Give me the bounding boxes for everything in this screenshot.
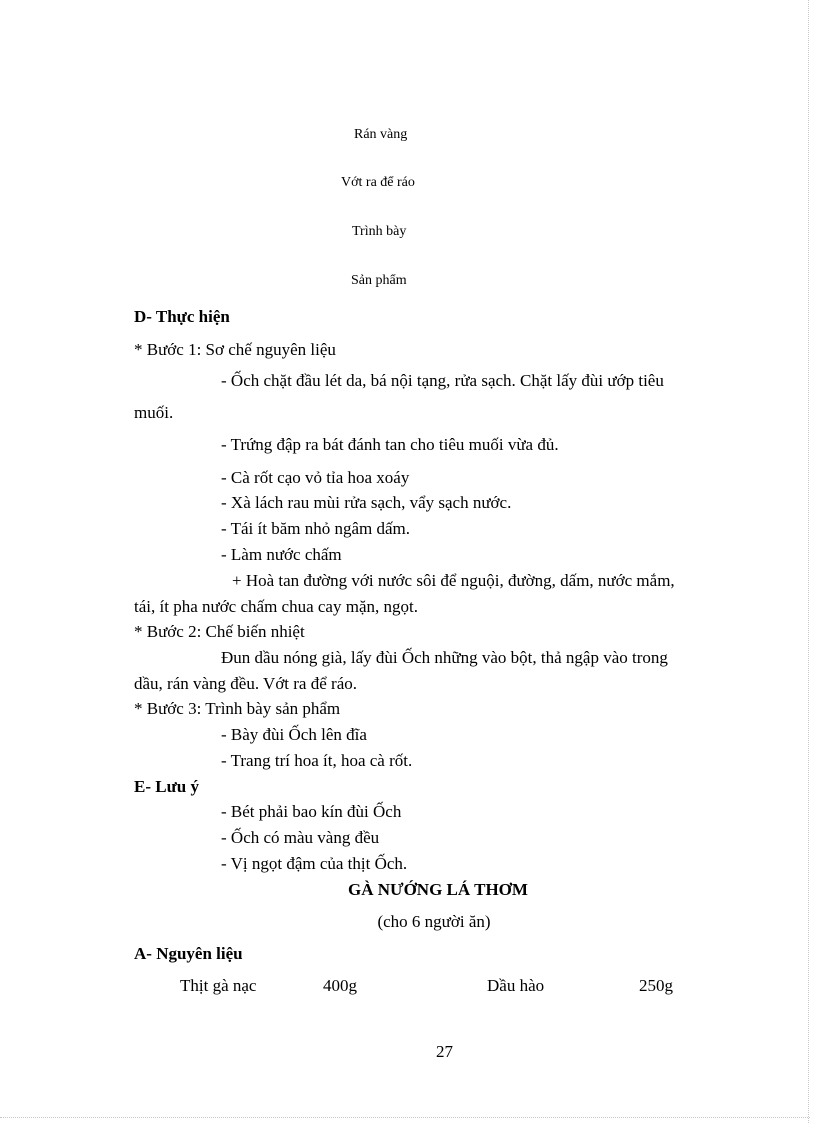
flow-step-present: Trình bày	[352, 224, 407, 239]
flow-step-product: Sản phẩm	[351, 273, 407, 288]
flow-step-drain: Vớt ra để ráo	[341, 175, 415, 190]
text-line: - Bét phải bao kín đùi Ốch	[221, 802, 402, 821]
text-line: + Hoà tan đường với nước sôi để nguội, đường, dấm, nước mắm,	[232, 571, 675, 590]
ingredients-heading: A- Nguyên liệu	[134, 944, 243, 963]
flow-step-fry: Rán vàng	[354, 127, 408, 142]
ingredient-name: Dầu hào	[487, 976, 545, 995]
page-edge-bottom	[0, 1117, 810, 1118]
text-line: - Xà lách rau mùi rửa sạch, vẩy sạch nước.	[221, 493, 512, 512]
text-line: - Trứng đập ra bát đánh tan cho tiêu muối vừa đủ.	[221, 435, 559, 454]
text-line: muối.	[134, 403, 174, 422]
text-line: - Ốch có màu vàng đều	[221, 828, 380, 847]
ingredient-qty: 400g	[323, 976, 357, 995]
section-heading: D- Thực hiện	[134, 307, 230, 326]
page-edge-right	[808, 0, 809, 1123]
section-heading: E- Lưu ý	[134, 777, 199, 796]
text-line: tái, ít pha nước chấm chua cay mặn, ngọt.	[134, 597, 418, 616]
text-line: - Bày đùi Ốch lên đĩa	[221, 725, 367, 744]
text-line: Đun dầu nóng già, lấy đùi Ốch những vào bột, thả ngập vào trong	[221, 648, 668, 667]
step-title: * Bước 1: Sơ chế nguyên liệu	[134, 340, 336, 359]
page-number: 27	[436, 1042, 453, 1061]
text-line: - Làm nước chấm	[221, 545, 342, 564]
ingredient-name: Thịt gà nạc	[180, 976, 257, 995]
text-line: - Cà rốt cạo vỏ tỉa hoa xoáy	[221, 468, 410, 487]
text-line: - Tái ít băm nhỏ ngâm dấm.	[221, 519, 411, 538]
recipe-title: GÀ NƯỚNG LÁ THƠM	[348, 880, 528, 899]
step-title: * Bước 3: Trình bày sản phẩm	[134, 699, 341, 718]
text-line: - Trang trí hoa ít, hoa cà rốt.	[221, 751, 413, 770]
step-title: * Bước 2: Chế biến nhiệt	[134, 622, 305, 641]
text-line: - Ốch chặt đầu lét da, bá nội tạng, rửa sạch. Chặt lấy đùi ướp tiêu	[221, 371, 664, 390]
ingredient-qty: 250g	[639, 976, 673, 995]
recipe-subtitle: (cho 6 người ăn)	[377, 912, 491, 931]
text-line: - Vị ngọt đậm của thịt Ốch.	[221, 854, 408, 873]
text-line: dầu, rán vàng đều. Vớt ra để ráo.	[134, 674, 357, 693]
